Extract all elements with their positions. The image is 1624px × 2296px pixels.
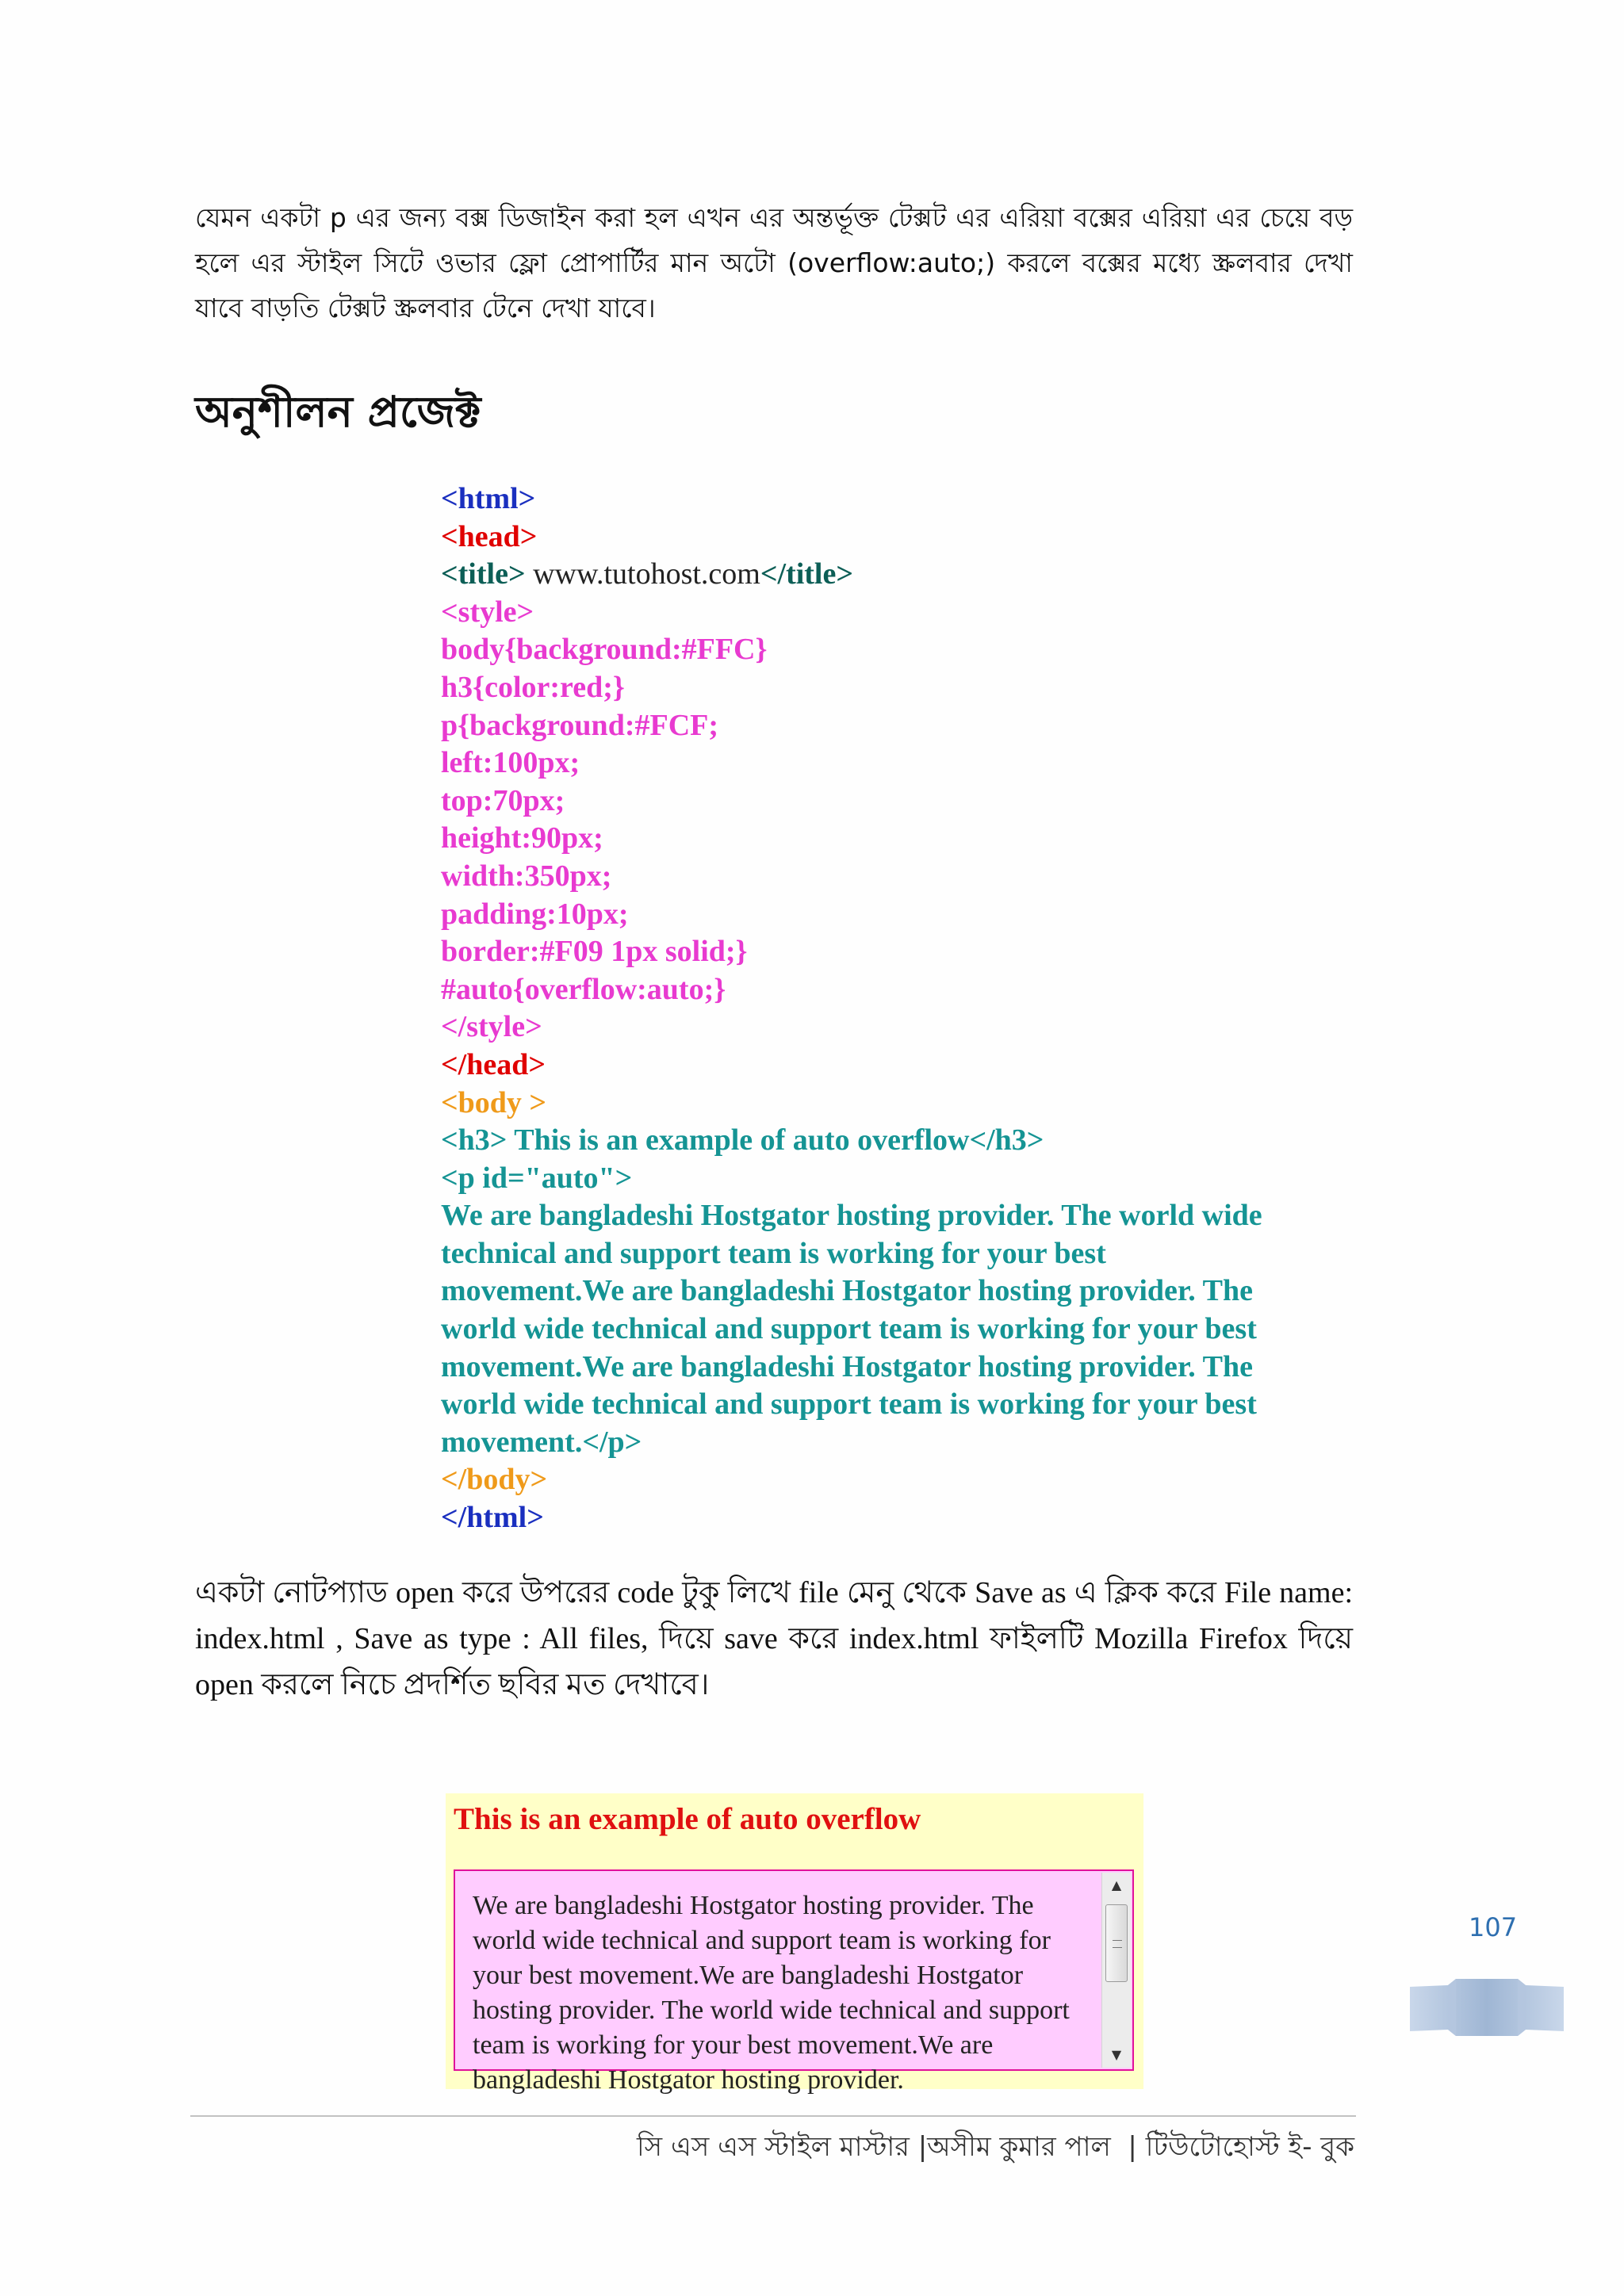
code-line: world wide technical and support team is working for your best	[441, 1312, 1257, 1346]
page-number: 107	[1469, 1912, 1518, 1942]
intro-paragraph: যেমন একটা p এর জন্য বক্স ডিজাইন করা হল এখন এর অন্তর্ভূক্ত টেক্সট এর এরিয়া বক্সের এরিয়া এর চেয়ে বড় হলে এর স্টাইল সিটে ওভার ফ্লো প্রোপার্টির মান অটো (overflow:auto;) করলে বক্সের মধ্যে স্ক্রলবার দেখা যাবে বাড়তি টেক্সট স্ক্রলবার টেনে দেখা যাবে।	[195, 202, 1353, 323]
code-line: </head>	[441, 1047, 546, 1081]
code-line: p{background:#FCF;	[441, 708, 718, 742]
code-token: <title>	[441, 557, 526, 591]
code-line: width:350px;	[441, 859, 612, 893]
scroll-down-arrow-icon[interactable]: ▼	[1111, 2047, 1122, 2062]
code-line: <head>	[441, 519, 538, 553]
code-line: <body >	[441, 1085, 547, 1119]
code-line: </html>	[441, 1501, 544, 1535]
code-line: movement.</p>	[441, 1425, 642, 1459]
code-line: left:100px;	[441, 746, 580, 780]
code-token: </title>	[760, 557, 854, 591]
code-line: <p id="auto">	[441, 1161, 633, 1195]
code-line: body{background:#FFC}	[441, 633, 768, 667]
page-ribbon-icon	[1410, 1979, 1564, 2036]
code-line: movement.We are bangladeshi Hostgator hosting provider. The	[441, 1349, 1253, 1383]
code-listing	[441, 480, 1353, 1537]
scroll-up-arrow-icon[interactable]: ▲	[1111, 1877, 1122, 1892]
code-line: <style>	[441, 595, 534, 629]
footer-text: সি এস এস স্টাইল মাস্টার |অসীম কুমার পাল | টিউটোহোস্ট ই- বুক	[636, 2131, 1354, 2163]
code-line: We are bangladeshi Hostgator hosting provider. The world wide	[441, 1199, 1262, 1233]
scrollbar-thumb[interactable]	[1105, 1904, 1128, 1982]
code-line: technical and support team is working for your best	[441, 1236, 1106, 1270]
code-line: border:#F09 1px solid;}	[441, 935, 748, 969]
code-line: </style>	[441, 1010, 542, 1044]
code-line-title	[441, 556, 1353, 594]
code-line: </body>	[441, 1463, 548, 1497]
code-line: movement.We are bangladeshi Hostgator hosting provider. The	[441, 1274, 1253, 1308]
browser-output-screenshot	[446, 1793, 1143, 2095]
code-line: <html>	[441, 482, 536, 515]
code-line: #auto{overflow:auto;}	[441, 972, 726, 1006]
code-line: world wide technical and support team is working for your best	[441, 1387, 1257, 1422]
code-line: top:70px;	[441, 783, 565, 817]
section-title: অনুশীলন প্রজেক্ট	[195, 387, 481, 437]
footer-divider	[190, 2115, 1356, 2117]
vertical-scrollbar[interactable]	[1101, 1873, 1131, 2068]
code-line: padding:10px;	[441, 897, 629, 931]
code-line: <h3> This is an example of auto overflow</h3>	[441, 1123, 1044, 1158]
demo-heading: This is an example of auto overflow	[454, 1802, 921, 1836]
overflow-box[interactable]	[454, 1869, 1134, 2095]
instructions-paragraph: একটা নোটপ্যাড open করে উপরের code টুকু লিখে file মেনু থেকে Save as এ ক্লিক করে File name: index.html , Save as type : All files, দিয়ে save করে index.html ফাইলটি Mozilla Firefox দিয়ে open করলে নিচে প্রদর্শিত ছবির মত দেখাবে।	[195, 1576, 1353, 1701]
grip-icon	[1113, 1940, 1122, 1948]
code-line: height:90px;	[441, 821, 603, 855]
overflow-box-text: We are bangladeshi Hostgator hosting provider. The world wide technical and support team is working for your best movement.We are bangladeshi Hostgator hosting provider. The world wide technical and support team is working for your best movement.We are bangladeshi Hostgator hosting provider.	[473, 1891, 1070, 2095]
code-line: h3{color:red;}	[441, 670, 625, 704]
code-token: www.tutohost.com	[525, 557, 760, 591]
